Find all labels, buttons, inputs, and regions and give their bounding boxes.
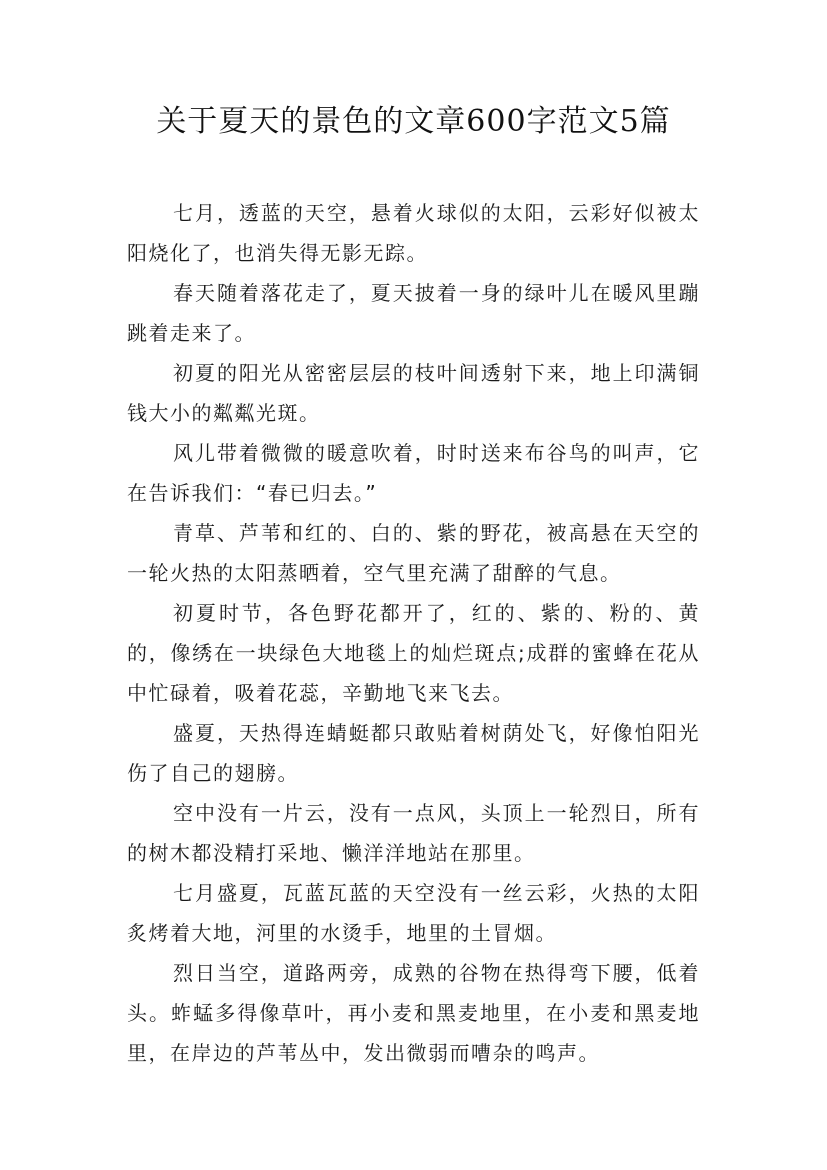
paragraph: 初夏时节，各色野花都开了，红的、紫的、粉的、黄的，像绣在一块绿色大地毯上的灿烂斑点;成群的蜜蜂在花从中忙碌着，吸着花蕊，辛勤地飞来飞去。 bbox=[127, 601, 700, 705]
paragraph: 盛夏，天热得连蜻蜓都只敢贴着树荫处飞，好像怕阳光伤了自己的翅膀。 bbox=[127, 721, 700, 785]
paragraph: 春天随着落花走了，夏天披着一身的绿叶儿在暖风里蹦跳着走来了。 bbox=[127, 281, 700, 345]
paragraph: 风儿带着微微的暖意吹着，时时送来布谷鸟的叫声，它在告诉我们：“春已归去。” bbox=[127, 441, 700, 505]
paragraph: 七月，透蓝的天空，悬着火球似的太阳，云彩好似被太阳烧化了，也消失得无影无踪。 bbox=[127, 201, 700, 265]
document-body bbox=[127, 193, 700, 1073]
paragraph: 初夏的阳光从密密层层的枝叶间透射下来，地上印满铜钱大小的粼粼光斑。 bbox=[127, 361, 700, 425]
paragraph: 烈日当空，道路两旁，成熟的谷物在热得弯下腰，低着头。蚱蜢多得像草叶，再小麦和黑麦地里，在小麦和黑麦地里，在岸边的芦苇丛中，发出微弱而嘈杂的鸣声。 bbox=[127, 961, 700, 1065]
document-title: 关于夏天的景色的文章600字范文5篇 bbox=[156, 104, 671, 139]
paragraph: 青草、芦苇和红的、白的、紫的野花，被高悬在天空的一轮火热的太阳蒸晒着，空气里充满了甜醉的气息。 bbox=[127, 521, 700, 585]
paragraph: 七月盛夏，瓦蓝瓦蓝的天空没有一丝云彩，火热的太阳炙烤着大地，河里的水烫手，地里的土冒烟。 bbox=[127, 881, 700, 945]
paragraph: 空中没有一片云，没有一点风，头顶上一轮烈日，所有的树木都没精打采地、懒洋洋地站在那里。 bbox=[127, 801, 700, 865]
